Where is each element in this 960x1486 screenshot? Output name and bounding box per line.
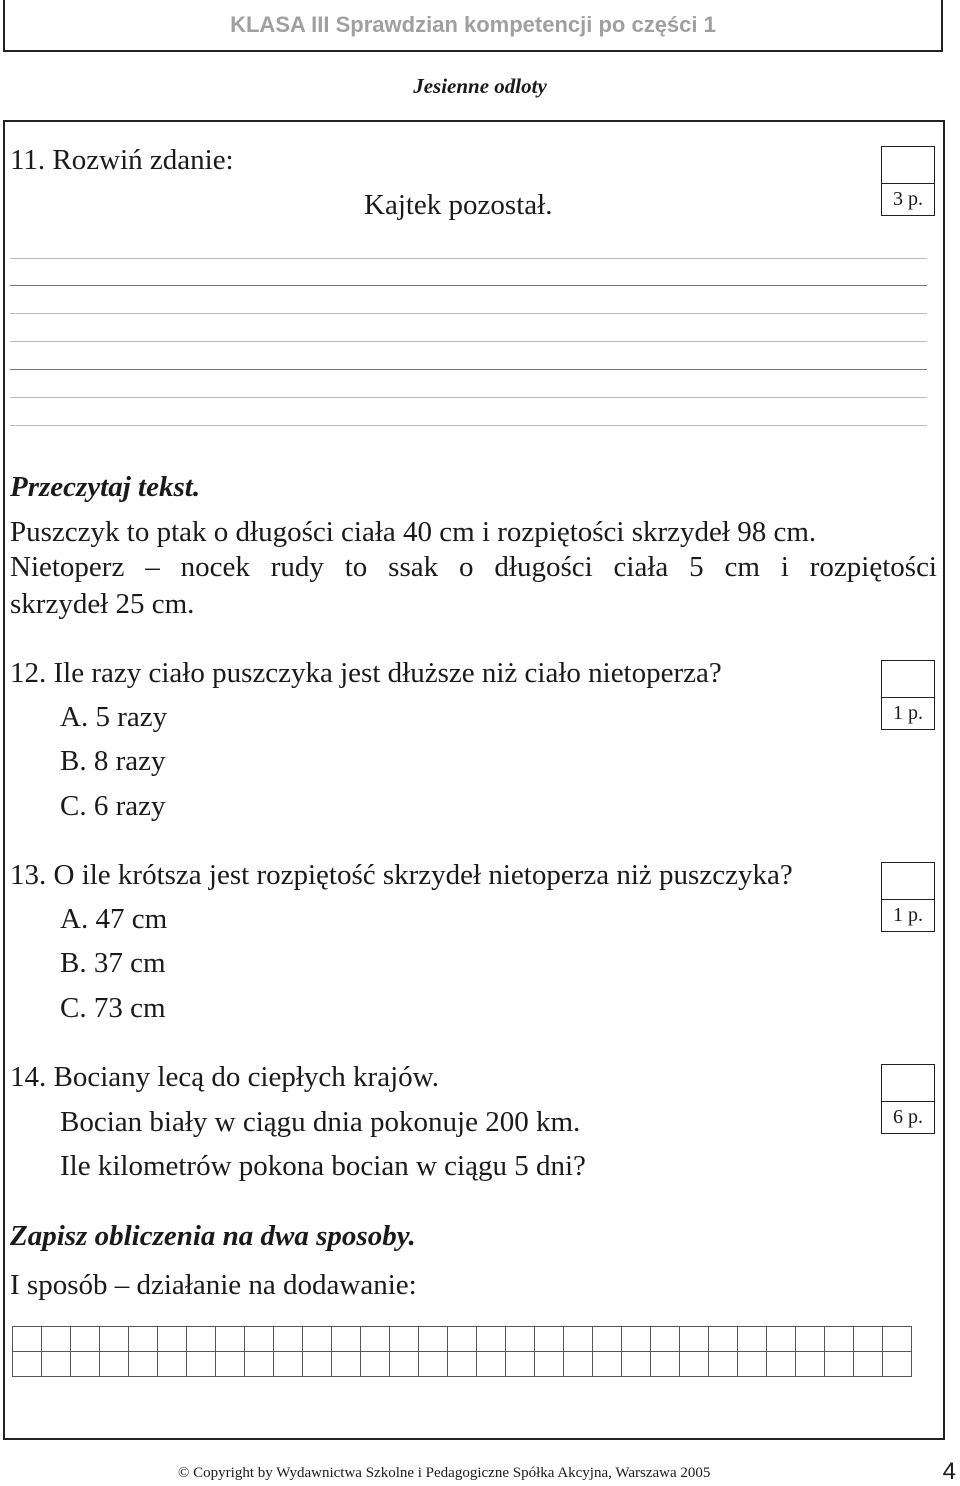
- answer-line[interactable]: [10, 285, 927, 286]
- q14-score-field[interactable]: [882, 1065, 934, 1102]
- q13-question: 13. O ile krótsza jest rozpiętość skrzydeł nietoperza niż puszczyka?: [10, 859, 793, 891]
- grid-row: [13, 1352, 912, 1377]
- q14-line: 14. Bociany lecą do ciepłych krajów.: [10, 1061, 439, 1093]
- answer-line[interactable]: [10, 425, 927, 426]
- copyright-text: © Copyright by Wydawnictwa Szkolne i Pedagogiczne Spółka Akcyjna, Warszawa 2005: [178, 1465, 711, 1481]
- q12-option-a[interactable]: A. 5 razy: [60, 701, 168, 733]
- q14-line: Bocian biały w ciągu dnia pokonuje 200 km.: [60, 1106, 581, 1138]
- q11-prompt: 11. Rozwiń zdanie:: [10, 144, 234, 176]
- q11-score-field[interactable]: [882, 147, 934, 184]
- grid-row: [13, 1327, 912, 1352]
- page-number: 4: [942, 1458, 956, 1485]
- q14-points-label: 6 p.: [893, 1106, 923, 1128]
- q14-points-box[interactable]: [881, 1064, 935, 1134]
- q13-points-label: 1 p.: [893, 904, 923, 926]
- q14-line: Ile kilometrów pokona bocian w ciągu 5 dni?: [60, 1150, 586, 1182]
- answer-line[interactable]: [10, 258, 927, 259]
- q12-option-c[interactable]: C. 6 razy: [60, 790, 166, 822]
- q13-score-field[interactable]: [882, 863, 934, 900]
- calc-instruction: Zapisz obliczenia na dwa sposoby.: [10, 1220, 416, 1252]
- page-header: [3, 0, 943, 52]
- q11-sentence: Kajtek pozostał.: [364, 189, 553, 221]
- q13-option-c[interactable]: C. 73 cm: [60, 992, 166, 1024]
- page-footer: [0, 1458, 960, 1485]
- q12-points-label: 1 p.: [893, 702, 923, 724]
- q11-points-label: 3 p.: [893, 188, 923, 210]
- q13-option-b[interactable]: B. 37 cm: [60, 947, 166, 979]
- reading-line: skrzydeł 25 cm.: [10, 588, 195, 620]
- method1-label: I sposób – działanie na dodawanie:: [10, 1269, 417, 1301]
- reading-line: Nietoperz – nocek rudy to ssak o długości ciała 5 cm i rozpiętości: [10, 551, 937, 583]
- answer-line[interactable]: [10, 313, 927, 314]
- q12-score-field[interactable]: [882, 661, 934, 698]
- q13-points-box[interactable]: [881, 862, 935, 932]
- answer-line[interactable]: [10, 369, 927, 370]
- q12-question: 12. Ile razy ciało puszczyka jest dłuższe niż ciało nietoperza?: [10, 657, 722, 689]
- reading-line: Puszczyk to ptak o długości ciała 40 cm i rozpiętości skrzydeł 98 cm.: [10, 516, 817, 548]
- q11-points-box[interactable]: [881, 146, 935, 216]
- q13-option-a[interactable]: A. 47 cm: [60, 903, 168, 935]
- header-title: KLASA III Sprawdzian kompetencji po części 1: [230, 12, 716, 37]
- q12-option-b[interactable]: B. 8 razy: [60, 745, 166, 777]
- section-subtitle: Jesienne odloty: [413, 74, 547, 98]
- answer-line[interactable]: [10, 341, 927, 342]
- reading-instruction: Przeczytaj tekst.: [10, 471, 201, 503]
- calculation-grid[interactable]: [12, 1326, 912, 1377]
- answer-line[interactable]: [10, 397, 927, 398]
- q12-points-box[interactable]: [881, 660, 935, 730]
